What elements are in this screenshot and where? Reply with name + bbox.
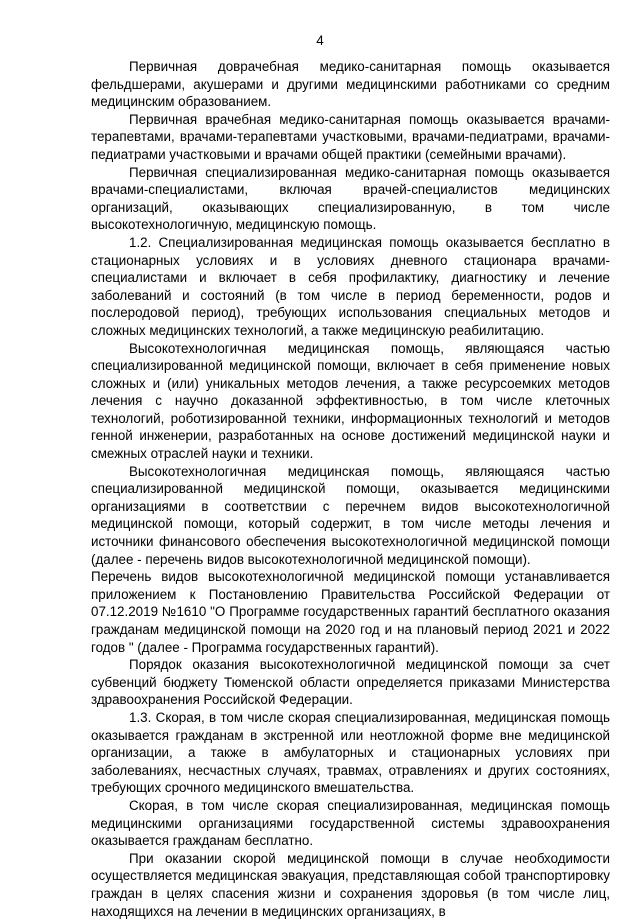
- paragraph-medical-evacuation: При оказании скорой медицинской помощи в случае необходимости осуществляется медицинская эвакуация, представляющая собой транспортировку граждан в целях спасения жизни и сохранения здоровья (в том числе лиц, находящихся на лечении в медицинских организациях, в: [91, 850, 610, 919]
- paragraph-high-tech-care-list: Перечень видов высокотехнологичной медицинской помощи устанавливается приложением к Постановлению Правительства Российской Федерации от 07.12.2019 №1610 "О Программе государственных гарантий бесплатного оказания гражданам медицинской помощи на 2020 год и на плановый период 2021 и 2022 годов " (далее - Программа государственных гарантий).: [91, 569, 610, 655]
- paragraph-primary-specialized-care: Первичная специализированная медико-санитарная помощь оказывается врачами-специалистами, включая врачей-специалистов медицинских организаций, оказывающих специализированную, в том числе высокотехнологичную, медицинскую помощь.: [91, 164, 610, 233]
- paragraph-high-tech-care-definition: Высокотехнологичная медицинская помощь, являющаяся частью специализированной медицинской помощи, включает в себя применение новых сложных и (или) уникальных методов лечения, а также ресурсоемких методов лечения с научно доказанной эффективностью, в том числе клеточных технологий, роботизированной техники, информационных технологий и методов генной инженерии, разработанных на основе достижений медицинской науки и смежных отраслей науки и техники.: [91, 340, 610, 462]
- paragraph-primary-prephysician-care: Первичная доврачебная медико-санитарная помощь оказывается фельдшерами, акушерами и другими медицинскими работниками со средним медицинским образованием.: [91, 59, 610, 110]
- paragraph-section-1-2-specialized-care: 1.2. Специализированная медицинская помощь оказывается бесплатно в стационарных условиях и в условиях дневного стационара врачами-специалистами и включает в себя профилактику, диагностику и лечение заболеваний и состояний (в том числе в период беременности, родов и послеродовой период), требующих использования специальных методов и сложных медицинских технологий, а также медицинскую реабилитацию.: [91, 234, 610, 338]
- paragraph-section-1-3-emergency-care: 1.3. Скорая, в том числе скорая специализированная, медицинская помощь оказывается гражданам в экстренной или неотложной форме вне медицинской организации, а также в амбулаторных и стационарных условиях при заболеваниях, несчастных случаях, травмах, отравлениях и других состояниях, требующих срочного медицинского вмешательства.: [91, 709, 610, 796]
- paragraph-high-tech-care-providers: Высокотехнологичная медицинская помощь, являющаяся частью специализированной медицинской помощи, оказывается медицинскими организациями в соответствии с перечнем видов высокотехнологичной медицинской помощи, который содержит, в том числе методы лечения и источники финансового обеспечения высокотехнологичной медицинской помощи (далее - перечень видов высокотехнологичной медицинской помощи).: [91, 463, 610, 567]
- paragraph-emergency-care-free: Скорая, в том числе скорая специализированная, медицинская помощь медицинскими организациями государственной системы здравоохранения оказывается гражданам бесплатно.: [91, 797, 610, 849]
- page-number: 4: [316, 33, 324, 48]
- document-body: [91, 58, 610, 920]
- paragraph-primary-physician-care: Первичная врачебная медико-санитарная помощь оказывается врачами-терапевтами, врачами-терапевтами участковыми, врачами-педиатрами, врачами-педиатрами участковыми и врачами общей практики (семейными врачами).: [91, 111, 610, 162]
- paragraph-high-tech-care-procedure: Порядок оказания высокотехнологичной медицинской помощи за счет субвенций бюджету Тюменской области определяется приказами Министерства здравоохранения Российской Федерации.: [91, 657, 610, 708]
